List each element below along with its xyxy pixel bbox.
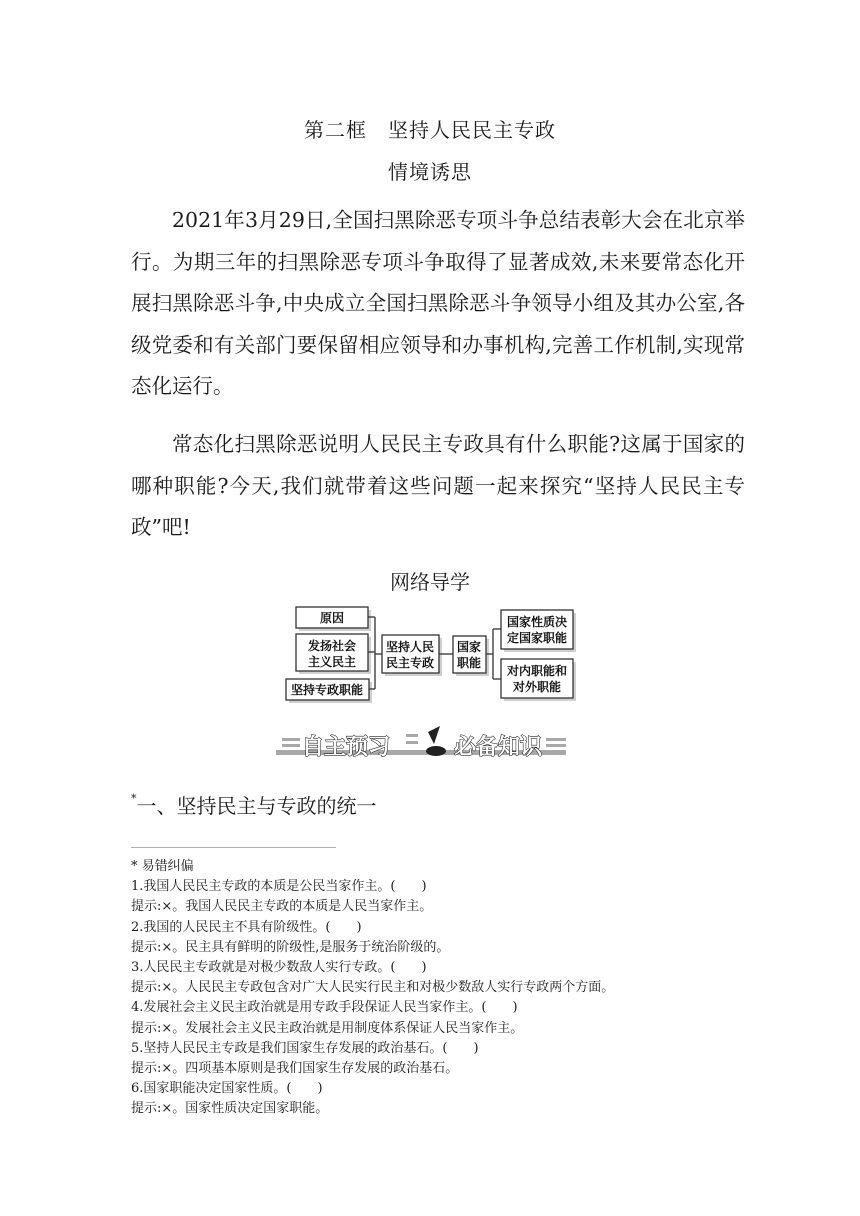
label-uphold-dictatorship: 坚持人民民主专政 <box>385 640 435 670</box>
footnote-line: 1.我国人民民主专政的本质是公民当家作主。( ) <box>131 879 427 895</box>
footnote-line: 提示:×。民主具有鲜明的阶级性,是服务于统治阶级的。 <box>131 939 450 955</box>
footnote-line: 提示:×。人民民主专政包含对广大人民实行民主和对极少数敌人实行专政两个方面。 <box>131 980 615 996</box>
intro-paragraph-2: 常态化扫黑除恶说明人民民主专政具有什么职能?这属于国家的哪种职能?今天,我们就带着这些问题一起来探究“坚持人民民主专政”吧! <box>131 432 745 539</box>
ink-brush-icon <box>426 726 446 756</box>
preview-banner <box>276 724 576 764</box>
footnote-divider <box>131 847 336 848</box>
section-marker: * <box>131 792 137 805</box>
footnote-line: 提示:×。我国人民民主专政的本质是人民当家作主。 <box>131 899 433 915</box>
section-heading-1 <box>131 790 377 819</box>
footnote-line: 提示:×。四项基本原则是我们国家生存发展的政治基石。 <box>131 1061 459 1077</box>
label-state-function: 国家职能 <box>456 640 482 670</box>
banner-right-text: 必备知识 <box>454 735 543 760</box>
footnote-line: 4.发展社会主义民主政治就是用专政手段保证人民当家作主。( ) <box>131 1000 518 1016</box>
network-title: 网络导学 <box>390 570 470 594</box>
label-dictatorship-function: 坚持专政职能 <box>290 683 364 697</box>
page-title: 第二框 坚持人民民主专政 <box>304 118 556 142</box>
footnote-header: * 易错纠偏 <box>131 859 194 874</box>
section-subtitle: 情境诱思 <box>388 160 472 184</box>
footnote-line: 6.国家职能决定国家性质。( ) <box>131 1081 323 1097</box>
section-heading-text: 一、坚持民主与专政的统一 <box>136 794 377 818</box>
label-internal-external: 对内职能和对外职能 <box>506 664 568 694</box>
footnote-block <box>131 857 771 1120</box>
concept-map-diagram <box>280 600 580 710</box>
label-develop-democracy: 发扬社会主义民主 <box>307 639 357 669</box>
footnote-line: 2.我国的人民民主不具有阶级性。( ) <box>131 919 362 935</box>
label-reason: 原因 <box>319 611 345 625</box>
footnote-line: 提示:×。国家性质决定国家职能。 <box>131 1101 329 1117</box>
label-nature-decides: 国家性质决定国家职能 <box>506 615 568 645</box>
footnote-line: 提示:×。发展社会主义民主政治就是用制度体系保证人民当家作主。 <box>131 1020 524 1036</box>
banner-left-text: 自主预习 <box>302 735 391 760</box>
footnote-line: 5.坚持人民民主专政是我们国家生存发展的政治基石。( ) <box>131 1040 479 1056</box>
intro-paragraph-1: 2021年3月29日,全国扫黑除恶专项斗争总结表彰大会在北京举行。为期三年的扫黑除恶专项斗争取得了显著成效,未来要常态化开展扫黑除恶斗争,中央成立全国扫黑除恶斗争领导小组及其办公室,各级党委和有关部门要保留相应领导和办事机构,完善工作机制,实现常态化运行。 <box>131 208 745 398</box>
footnote-line: 3.人民民主专政就是对极少数敌人实行专政。( ) <box>131 960 427 976</box>
